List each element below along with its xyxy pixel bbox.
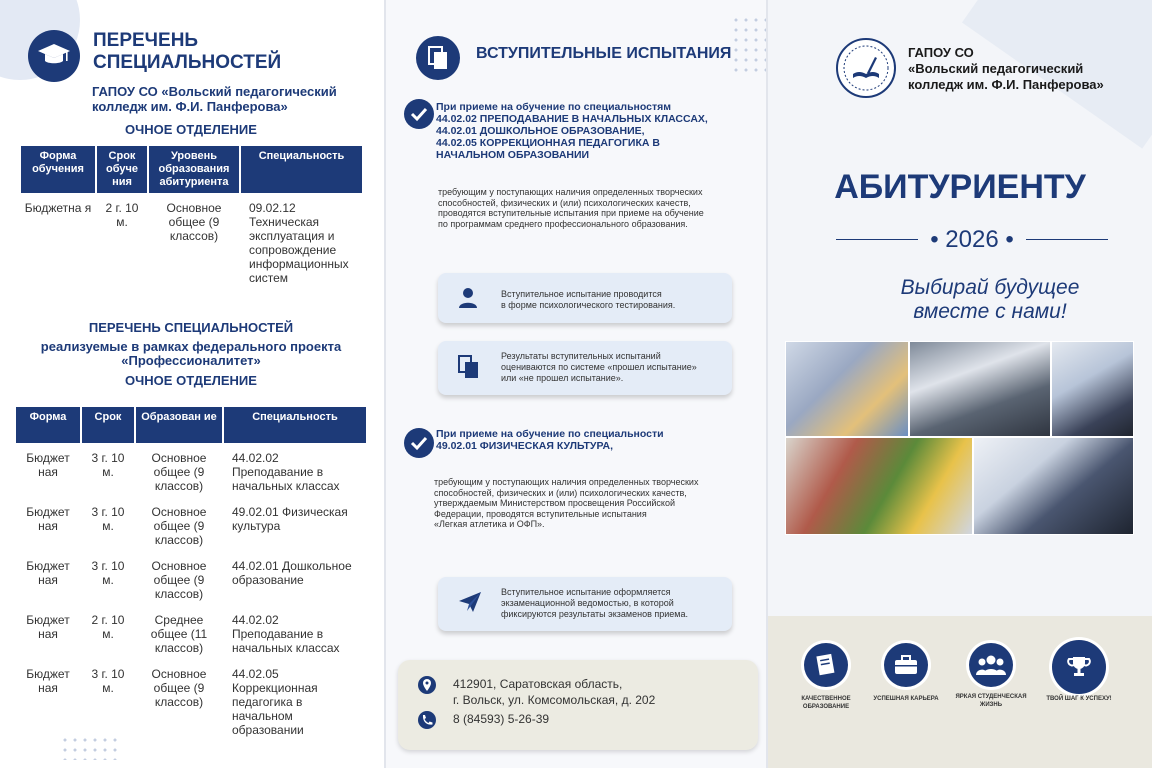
year: • 2026 • (930, 226, 1014, 253)
book-icon (804, 643, 848, 687)
cover-panel (768, 0, 1152, 768)
table-cell: Бюджет ная (26, 667, 70, 695)
table-header: Специальность (241, 146, 362, 193)
table-cell: 3 г. 10 м. (91, 505, 125, 533)
group-icon (969, 643, 1013, 687)
table-cell: 3 г. 10 м. (91, 451, 125, 479)
page-title: ПЕРЕЧЕНЬ СПЕЦИАЛЬНОСТЕЙ (93, 30, 282, 73)
table-cell: 44.02.02 Преподавание в начальных классах (232, 613, 340, 655)
photo-vr (1051, 341, 1134, 437)
divider (1026, 239, 1108, 240)
table-row (21, 193, 362, 291)
table-row (16, 499, 366, 553)
specialties-panel (0, 0, 384, 768)
section-title: ВСТУПИТЕЛЬНЫЕ ИСПЫТАНИЯ (476, 45, 732, 62)
trophy-icon (1052, 640, 1106, 694)
info-text: Результаты вступительных испытаний оцениваются по системе «прошел испытание» или «не прошел испытание». (501, 351, 697, 383)
specialties-table-1 (19, 146, 364, 291)
photo-gym (909, 341, 1051, 437)
location-pin-icon (418, 676, 436, 694)
table-cell: Среднее общее (11 классов) (150, 613, 208, 655)
table-row (16, 443, 366, 499)
document-icon (458, 355, 480, 384)
dot-pattern (731, 15, 768, 75)
document-icon (416, 36, 460, 80)
phone-icon (418, 711, 436, 729)
table-cell: Основное общее (9 классов) (151, 451, 207, 493)
table-cell: 3 г. 10 м. (91, 559, 125, 587)
college-logo (836, 38, 896, 98)
table-cell: Бюджет ная (26, 613, 70, 641)
table-cell: Основное общее (9 классов) (166, 201, 222, 243)
features-band (768, 616, 1152, 768)
dot-pattern (60, 735, 120, 760)
table-cell: 2 г. 10 м. (91, 613, 125, 641)
table-cell: 2 г. 10 м. (105, 201, 139, 229)
table-header: Форма (16, 407, 80, 443)
table-cell: 44.02.01 Дошкольное образование (232, 559, 352, 587)
check-icon (404, 99, 434, 129)
table-header: Форма обучения (21, 146, 95, 193)
exam-description-1: требующим у поступающих наличия определенных творческих способностей, физических и (или) психологических качеств, проводятся вступительные испытания при приеме на обучение по программам среднего профессионального образования. (438, 187, 704, 229)
photo-activity (785, 437, 973, 535)
info-box-results (438, 341, 732, 395)
table-cell: 44.02.02 Преподавание в начальных классах (232, 451, 340, 493)
briefcase-icon (884, 643, 928, 687)
table-cell: 3 г. 10 м. (91, 667, 125, 695)
info-box-record (438, 577, 732, 631)
college-name: ГАПОУ СО «Вольский педагогический колледж им. Ф.И. Панферова» (92, 84, 337, 114)
exam-heading-2: При приеме на обучение по специальности 49.02.01 ФИЗИЧЕСКАЯ КУЛЬТУРА, (436, 428, 664, 452)
feature-label: ЯРКАЯ СТУДЕНЧЕСКАЯ ЖИЗНЬ (955, 694, 1027, 708)
headline: АБИТУРИЕНТУ (834, 168, 1086, 206)
table-cell: Основное общее (9 классов) (151, 559, 207, 601)
exam-description-2: требующим у поступающих наличия определенных творческих способностей, физических и (или) психологических качеств, утверждаемым Министерством просвещения Российской Федерации, проводятся вступительные испытания «Легкая атлетика и ОФП». (434, 477, 699, 529)
department-label: ОЧНОЕ ОТДЕЛЕНИЕ (125, 122, 257, 137)
table-cell: Бюджет ная (26, 559, 70, 587)
phone-number: 8 (84593) 5-26-39 (453, 712, 550, 726)
feature-label: ТВОЙ ШАГ К УСПЕХУ! (1046, 696, 1112, 702)
org-name: ГАПОУ СО «Вольский педагогический колледж им. Ф.И. Панферова» (908, 45, 1104, 92)
table-row (16, 661, 366, 743)
photo-computer-class (973, 437, 1134, 535)
table-row (16, 553, 366, 607)
slogan: Выбирай будущее вместе с нами! (900, 276, 1080, 323)
info-text: Вступительное испытание проводится в форме психологического тестирования. (501, 289, 676, 310)
paper-plane-icon (458, 591, 482, 618)
graduation-cap-icon (28, 30, 80, 82)
table-row (16, 607, 366, 661)
table-header: Срок обуче ния (97, 146, 147, 193)
table-cell: Бюджетна я (24, 201, 92, 215)
feature-label: УСПЕШНАЯ КАРЬЕРА (873, 696, 939, 702)
info-text: Вступительное испытание оформляется экзаменационной ведомостью, в которой фиксируются результаты экзаменов приема. (501, 587, 688, 619)
table-cell: Основное общее (9 классов) (151, 667, 207, 709)
entrance-exams-panel (384, 0, 768, 768)
department-label: ОЧНОЕ ОТДЕЛЕНИЕ (125, 373, 257, 388)
feature-label: КАЧЕСТВЕННОЕ ОБРАЗОВАНИЕ (801, 696, 851, 710)
table-header: Специальность (224, 407, 366, 443)
specialties-table-2 (14, 407, 368, 743)
section-subtitle: реализуемые в рамках федерального проекта «Профессионалитет» (40, 339, 342, 368)
table-header: Срок (82, 407, 134, 443)
contact-card (398, 660, 758, 750)
section-title: ПЕРЕЧЕНЬ СПЕЦИАЛЬНОСТЕЙ (88, 320, 294, 335)
photo-classroom (785, 341, 909, 437)
exam-heading-1: При приеме на обучение по специальностям 44.02.02 ПРЕПОДАВАНИЕ В НАЧАЛЬНЫХ КЛАССАХ, 44.02.01 ДОШКОЛЬНОЕ ОБРАЗОВАНИЕ, 44.02.05 КОРРЕКЦИОННАЯ ПЕДАГОГИКА В НАЧАЛЬНОМ ОБРАЗОВАНИИ (436, 101, 708, 161)
divider (836, 239, 918, 240)
table-cell: Основное общее (9 классов) (151, 505, 207, 547)
table-cell: Бюджет ная (26, 505, 70, 533)
check-icon (404, 428, 434, 458)
table-header: Уровень образования абитуриента (149, 146, 239, 193)
table-cell: 09.02.12 Техническая эксплуатация и сопровождение информационных систем (249, 201, 349, 285)
address: 412901, Саратовская область, г. Вольск, ул. Комсомольская, д. 202 (453, 677, 656, 707)
table-cell: 49.02.01 Физическая культура (232, 505, 348, 533)
table-header: Образован ие (136, 407, 222, 443)
table-cell: Бюджет ная (26, 451, 70, 479)
info-box-testing (438, 273, 732, 323)
table-cell: 44.02.05 Коррекционная педагогика в начальном образовании (232, 667, 318, 737)
person-icon (458, 287, 478, 314)
